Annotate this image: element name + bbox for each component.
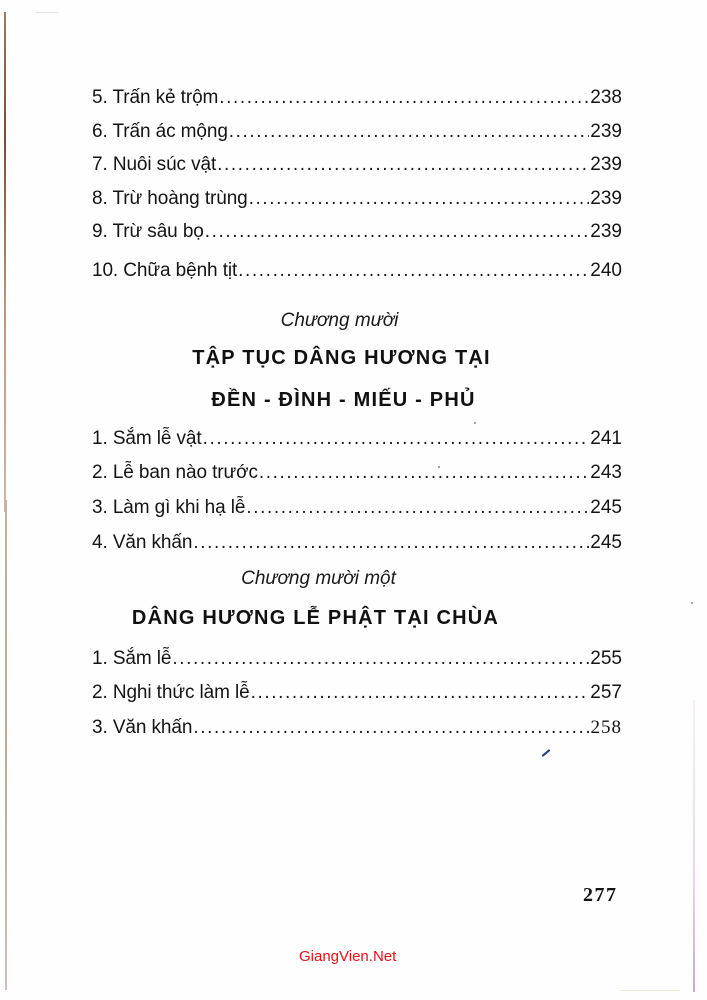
toc-entry-page: 245 xyxy=(590,532,622,553)
toc-leader-dots xyxy=(219,84,589,112)
chapter-title: TẬP TỤC DÂNG HƯƠNG TẠI xyxy=(192,347,491,369)
page-right-edge xyxy=(693,700,695,992)
toc-entry-title: 9. Trừ sâu bọ xyxy=(92,221,204,242)
toc-leader-dots xyxy=(203,425,590,453)
toc-entry-title: 2. Nghi thức làm lễ xyxy=(92,682,250,703)
toc-entry-title: 3. Làm gì khi hạ lễ xyxy=(92,497,246,518)
toc-entry[interactable] xyxy=(92,494,622,522)
toc-entry-title: 5. Trấn kẻ trộm xyxy=(92,87,219,108)
toc-leader-dots xyxy=(205,218,590,246)
toc-entry-page: 239 xyxy=(590,188,622,209)
toc-entry-page: 241 xyxy=(590,428,622,449)
toc-entry-page: 258 xyxy=(590,717,622,738)
toc-entry[interactable] xyxy=(92,118,622,146)
toc-leader-dots xyxy=(217,151,589,179)
toc-entry-title: 4. Văn khấn xyxy=(92,532,193,553)
scan-speck xyxy=(474,422,476,424)
pen-mark xyxy=(542,749,551,757)
toc-entry-title: 1. Sắm lễ xyxy=(92,648,172,669)
toc-leader-dots xyxy=(259,459,589,487)
toc-entry[interactable] xyxy=(92,679,622,707)
toc-entry-page: 257 xyxy=(590,682,622,703)
toc-entry[interactable] xyxy=(92,714,622,742)
chapter-title: DÂNG HƯƠNG LỄ PHẬT TẠI CHÙA xyxy=(131,607,500,629)
toc-leader-dots xyxy=(193,714,589,742)
toc-entry-page: 240 xyxy=(590,260,622,281)
toc-entry[interactable] xyxy=(92,84,622,112)
scan-speck xyxy=(691,602,693,604)
toc-entry-title: 1. Sắm lễ vật xyxy=(92,428,202,449)
toc-entry[interactable] xyxy=(92,529,622,557)
toc-entry[interactable] xyxy=(92,185,622,213)
page-binding-edge xyxy=(4,12,6,512)
toc-entry-title: 8. Trừ hoàng trùng xyxy=(92,188,248,209)
toc-leader-dots xyxy=(251,679,590,707)
toc-entry[interactable] xyxy=(92,151,622,179)
toc-entry-title: 2. Lễ ban nào trước xyxy=(92,462,258,483)
chapter-label: Chương mười một xyxy=(241,568,396,589)
toc-entry-title: 6. Trấn ác mộng xyxy=(92,121,228,142)
toc-entry-page: 239 xyxy=(590,154,622,175)
scan-speck xyxy=(438,466,440,468)
toc-entry[interactable] xyxy=(92,459,622,487)
scan-artifact xyxy=(620,990,680,991)
toc-entry-page: 239 xyxy=(590,121,622,142)
page-number: 277 xyxy=(583,884,618,906)
toc-entry[interactable] xyxy=(92,257,622,285)
toc-entry-page: 245 xyxy=(590,497,622,518)
toc-entry[interactable] xyxy=(92,645,622,673)
toc-entry-title: 7. Nuôi súc vật xyxy=(92,154,217,175)
toc-leader-dots xyxy=(172,645,589,673)
toc-entry-title: 10. Chữa bệnh tịt xyxy=(92,260,238,281)
chapter-title: ĐỀN - ĐÌNH - MIẾU - PHỦ xyxy=(211,389,476,411)
toc-leader-dots xyxy=(249,185,590,213)
toc-entry[interactable] xyxy=(92,218,622,246)
toc-leader-dots xyxy=(193,529,589,557)
chapter-label: Chương mười xyxy=(280,310,399,331)
toc-leader-dots xyxy=(246,494,589,522)
toc-leader-dots xyxy=(238,257,589,285)
toc-entry-page: 239 xyxy=(590,221,622,242)
toc-entry-title: 3. Văn khấn xyxy=(92,717,193,738)
toc-entry[interactable] xyxy=(92,425,622,453)
toc-leader-dots xyxy=(229,118,590,146)
scan-artifact xyxy=(36,12,58,13)
toc-entry-page: 238 xyxy=(590,87,622,108)
toc-entry-page: 243 xyxy=(590,462,622,483)
toc-entry-page: 255 xyxy=(590,648,622,669)
watermark-link[interactable]: GiangVien.Net xyxy=(299,948,397,965)
